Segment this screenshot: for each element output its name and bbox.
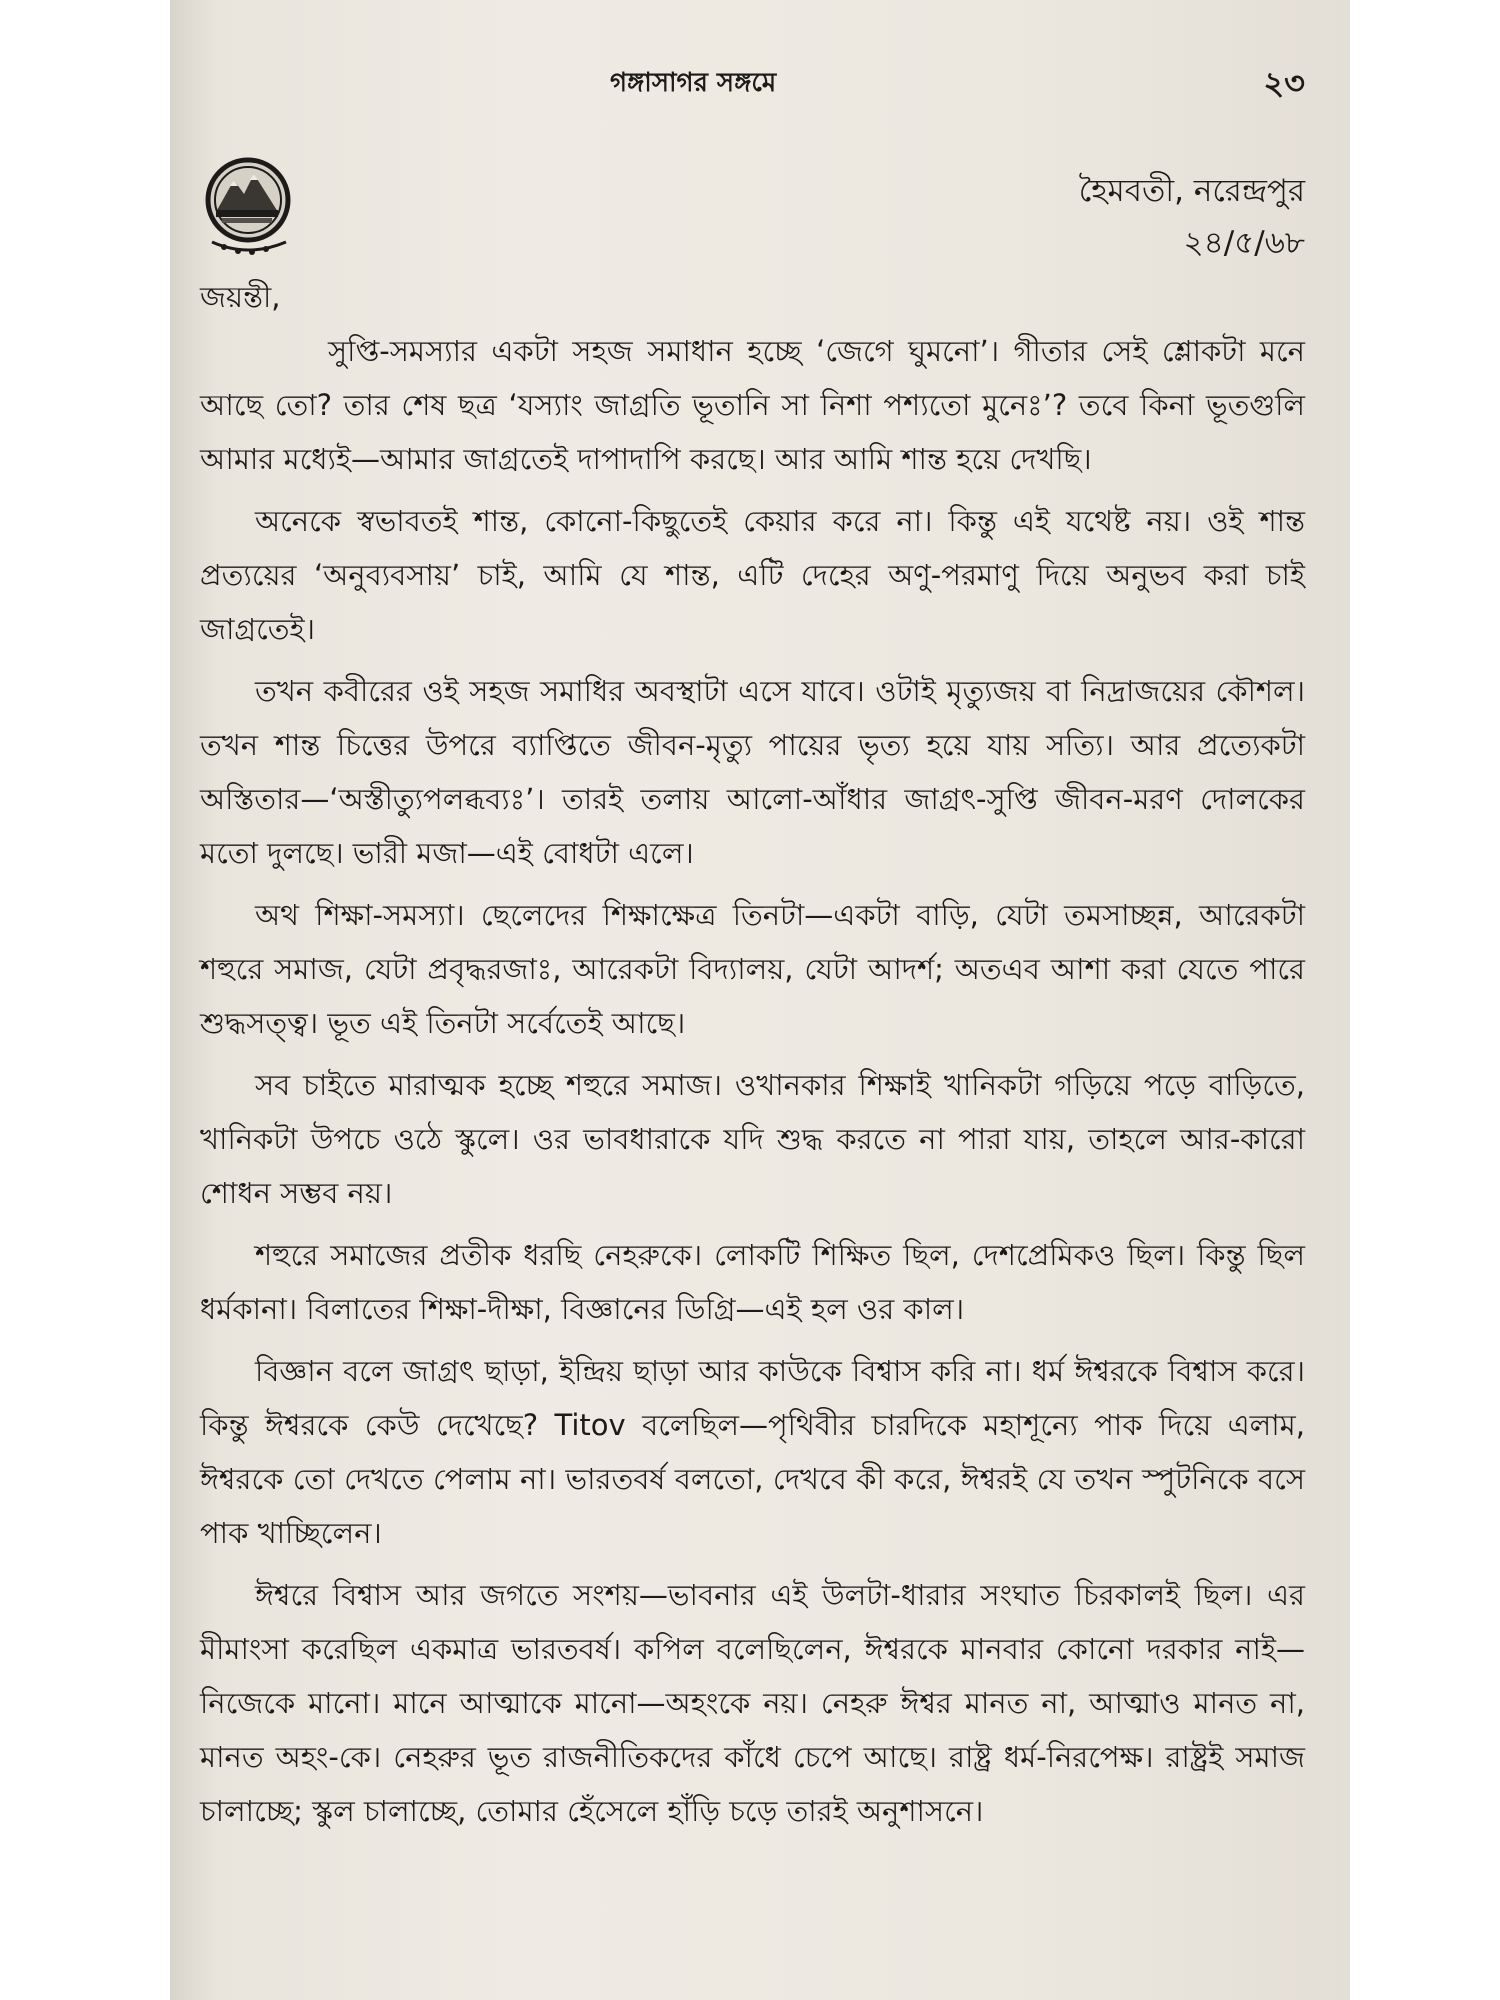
letter-body: [200, 270, 1305, 1846]
paragraph: অনেকে স্বভাবতই শান্ত, কোনো-কিছুতেই কেয়ার করে না। কিন্তু এই যথেষ্ট নয়। ওই শান্ত প্রত্যয়ের ‘অনুব্যবসায়’ চাই, আমি যে শান্ত, এটি দেহের অণু-পরমাণু দিয়ে অনুভব করা চাই জাগ্রতেই।: [200, 504, 1305, 646]
letter-date: ২৪/৫/৬৮: [1183, 225, 1305, 261]
paragraph: বিজ্ঞান বলে জাগ্রৎ ছাড়া, ইন্দ্রিয় ছাড়া আর কাউকে বিশ্বাস করি না। ধর্ম ঈশ্বরকে বিশ্বাস করে। কিন্তু ঈশ্বরকে কেউ দেখেছে? Titov বলেছিল—পৃথিবীর চারদিকে মহাশূন্যে পাক দিয়ে এলাম, ঈশ্বরকে তো দেখতে পেলাম না। ভারতবর্ষ বলতো, দেখবে কী করে, ঈশ্বরই যে তখন স্পুটনিকে বসে পাক খাচ্ছিলেন।: [200, 1354, 1305, 1550]
salutation: জয়ন্তী,: [200, 280, 281, 314]
page-header: [170, 62, 1305, 102]
running-title: গঙ্গাসাগর সঙ্গমে: [610, 68, 777, 98]
paragraph: শহুরে সমাজের প্রতীক ধরছি নেহরুকে। লোকটি শিক্ষিত ছিল, দেশপ্রেমিকও ছিল। কিন্তু ছিল ধর্মকানা। বিলাতের শিক্ষা-দীক্ষা, বিজ্ঞানের ডিগ্রি—এই হল ওর কাল।: [200, 1238, 1305, 1326]
book-page: [170, 0, 1350, 2000]
paragraph: অথ শিক্ষা-সমস্যা। ছেলেদের শিক্ষাক্ষেত্র তিনটা—একটা বাড়ি, যেটা তমসাচ্ছন্ন, আরেকটা শহুরে সমাজ, যেটা প্রবৃদ্ধরজাঃ, আরেকটা বিদ্যালয়, যেটা আদর্শ; অতএব আশা করা যেতে পারে শুদ্ধসত্ত্ব। ভূত এই তিনটা সর্বেতেই আছে।: [200, 898, 1305, 1040]
paragraph: সুপ্তি-সমস্যার একটা সহজ সমাধান হচ্ছে ‘জেগে ঘুমনো’। গীতার সেই শ্লোকটা মনে আছে তো? তার শেষ ছত্র ‘যস্যাং জাগ্রতি ভূতানি সা নিশা পশ্যতো মুনেঃ’? তবে কিনা ভূতগুলি আমার মধ্যেই—আমার জাগ্রতেই দাপাদাপি করছে। আর আমি শান্ত হয়ে দেখছি।: [200, 334, 1305, 476]
mountain-emblem-icon: [194, 150, 306, 262]
sender-block: [1079, 165, 1305, 269]
paragraph: ঈশ্বরে বিশ্বাস আর জগতে সংশয়—ভাবনার এই উলটা-ধারার সংঘাত চিরকালই ছিল। এর মীমাংসা করেছিল একমাত্র ভারতবর্ষ। কপিল বলেছিলেন, ঈশ্বরকে মানবার কোনো দরকার নাই—নিজেকে মানো। মানে আত্মাকে মানো—অহংকে নয়। নেহরু ঈশ্বর মানত না, আত্মাও মানত না, মানত অহং-কে। নেহরুর ভূত রাজনীতিকদের কাঁধে চেপে আছে। রাষ্ট্র ধর্ম-নিরপেক্ষ। রাষ্ট্রই সমাজ চালাচ্ছে; স্কুল চালাচ্ছে, তোমার হেঁসেলে হাঁড়ি চড়ে তারই অনুশাসনে।: [200, 1578, 1305, 1828]
paragraph: সব চাইতে মারাত্মক হচ্ছে শহুরে সমাজ। ওখানকার শিক্ষাই খানিকটা গড়িয়ে পড়ে বাড়িতে, খানিকটা উপচে ওঠে স্কুলে। ওর ভাবধারাকে যদি শুদ্ধ করতে না পারা যায়, তাহলে আর-কারো শোধন সম্ভব নয়।: [200, 1068, 1305, 1210]
sender-place: হৈমবতী, নরেন্দ্রপুর: [1078, 173, 1305, 209]
paragraph: তখন কবীরের ওই সহজ সমাধির অবস্থাটা এসে যাবে। ওটাই মৃত্যুজয় বা নিদ্রাজয়ের কৌশল। তখন শান্ত চিত্তের উপরে ব্যাপ্তিতে জীবন-মৃত্যু পায়ের ভৃত্য হয়ে যায় সত্যি। আর প্রত্যেকটা অস্তিতার—‘অস্তীত্যুপলব্ধব্যঃ’। তারই তলায় আলো-আঁধার জাগ্রৎ-সুপ্তি জীবন-মরণ দোলকের মতো দুলছে। ভারী মজা—এই বোধটা এলে।: [200, 674, 1305, 870]
page-number: ২৩: [1263, 64, 1305, 102]
